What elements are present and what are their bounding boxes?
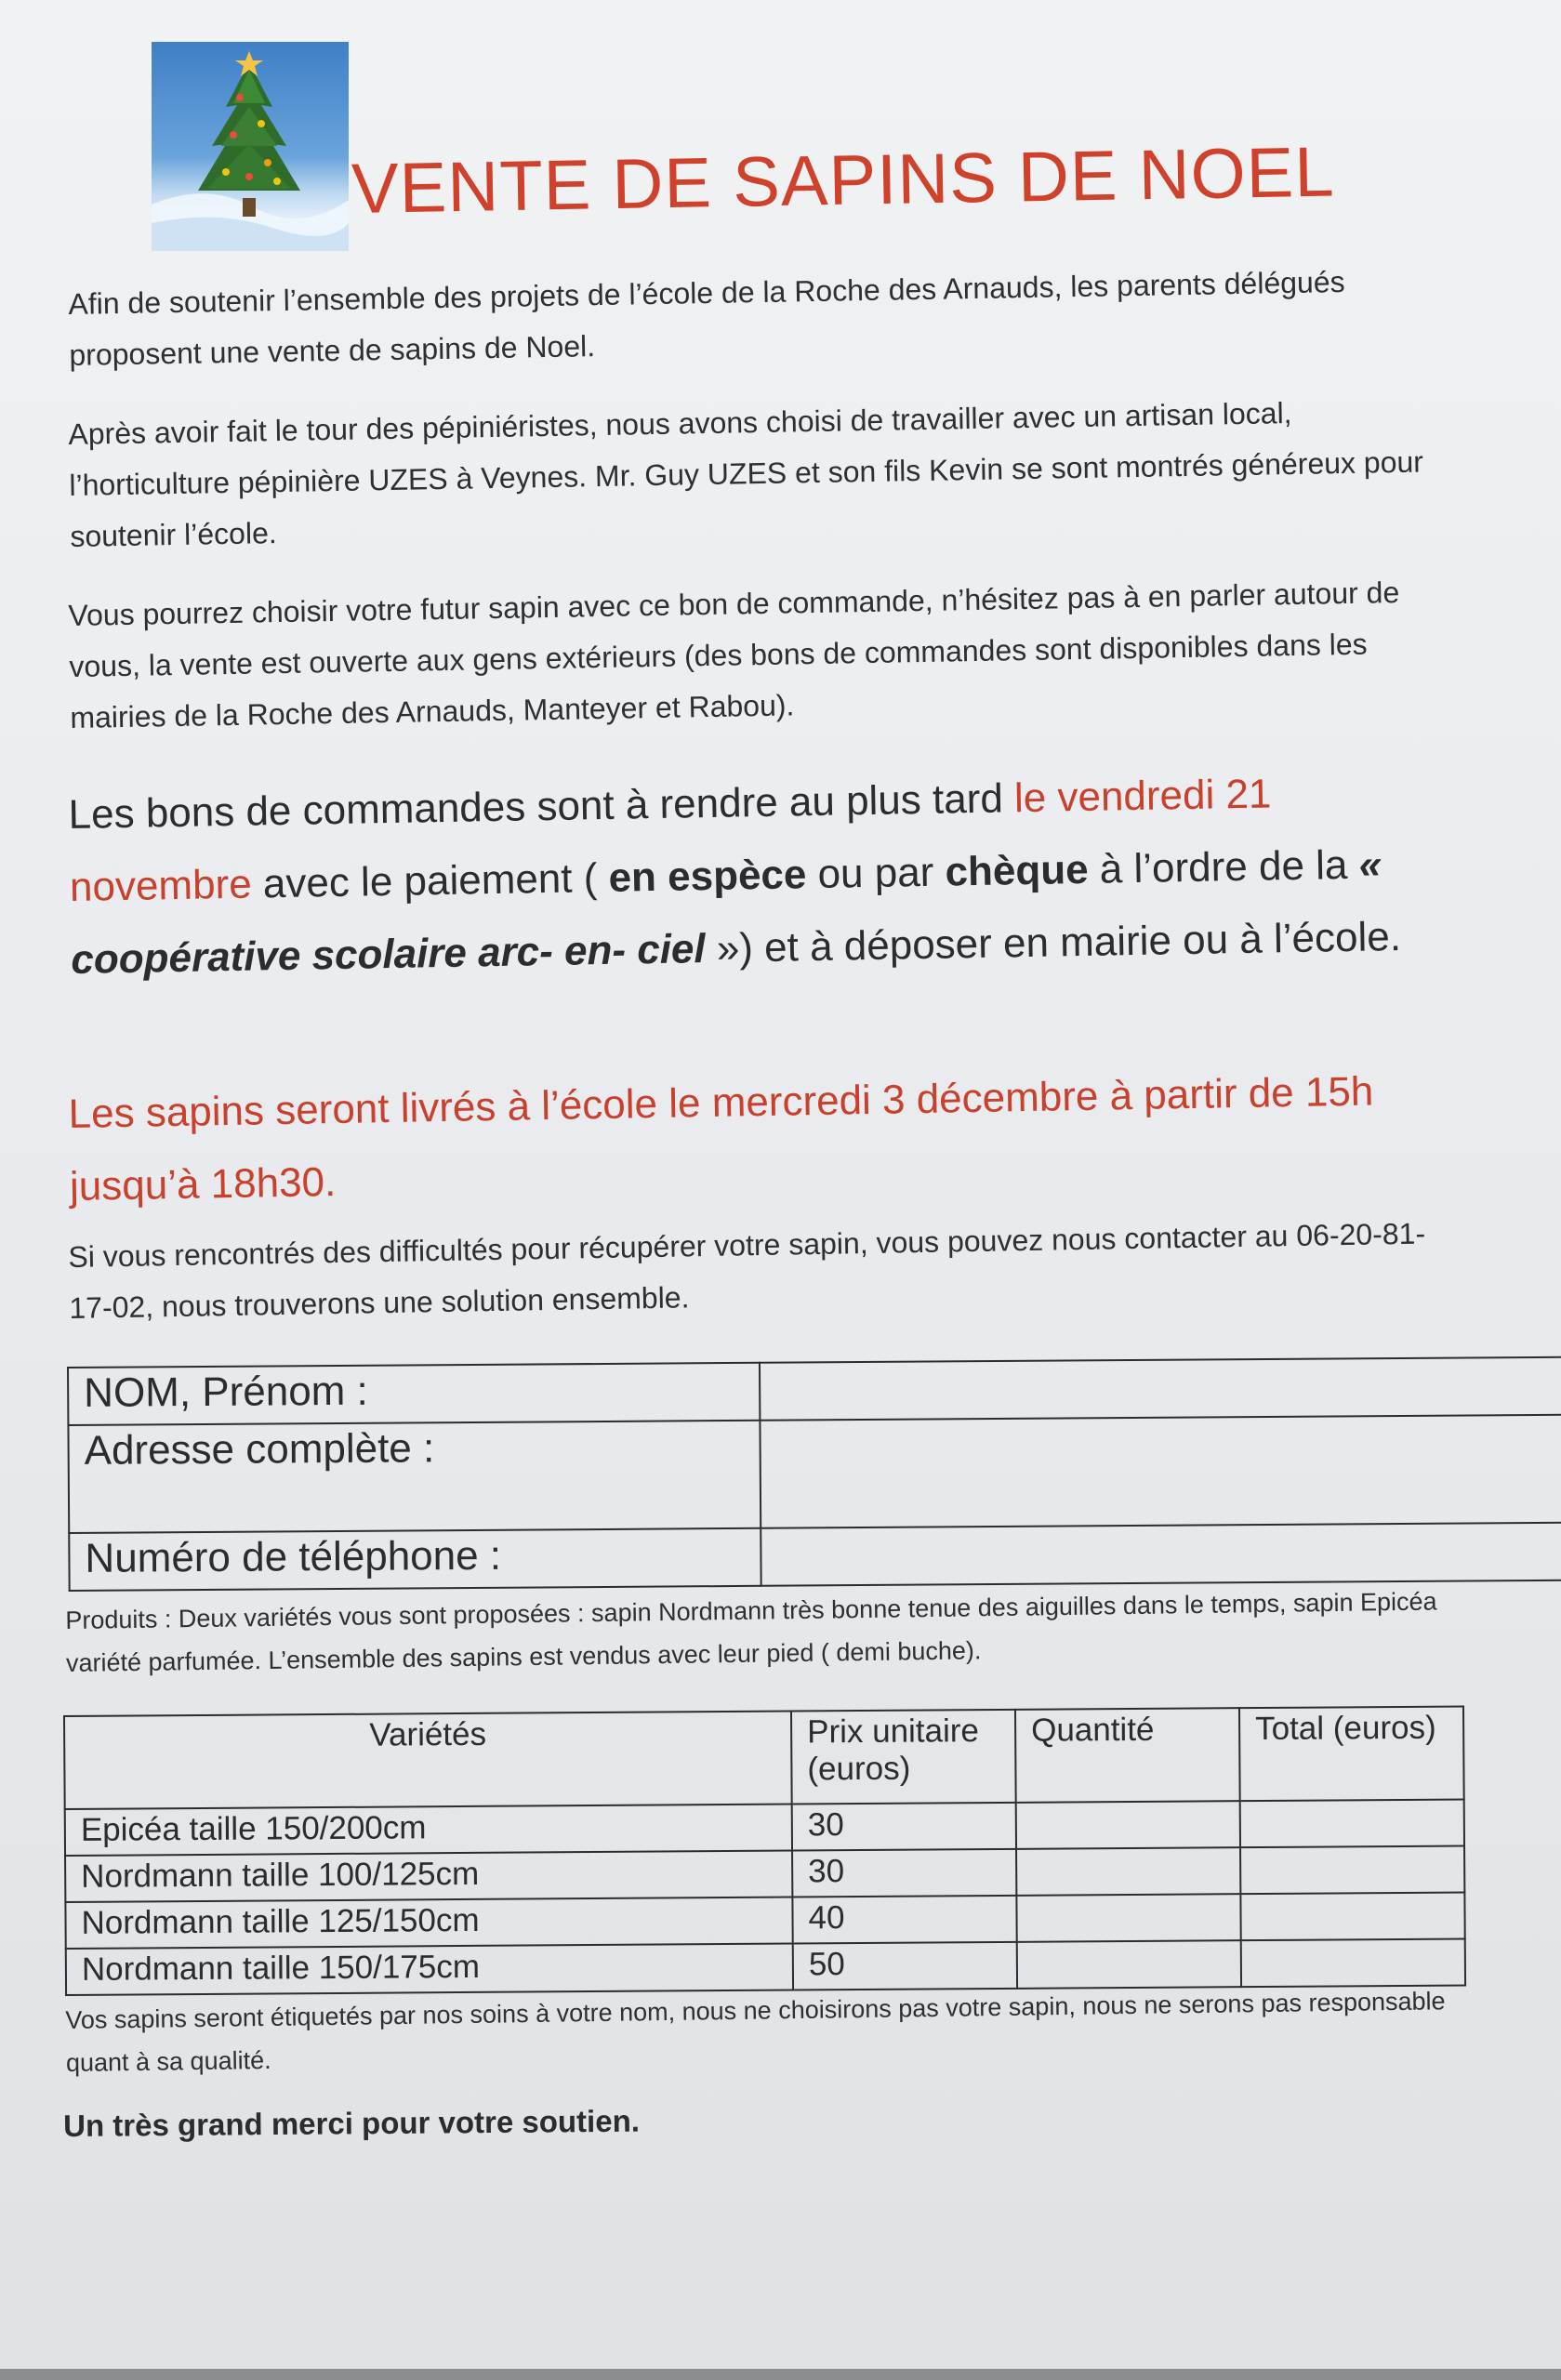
address-field[interactable]	[760, 1415, 1561, 1528]
intro-paragraph-1: Afin de soutenir l’ensemble des projets de l’école de la Roche des Arnauds, les parents délégués proposent une vente de sapins de Noel.	[68, 265, 1345, 372]
deadline-text: Les bons de commandes sont à rendre au plus tard	[68, 775, 1015, 838]
payee-name: « coopérative scolaire arc- en- ciel	[70, 841, 1382, 983]
address-label: Adresse complète :	[68, 1421, 761, 1533]
price-cell: 30	[792, 1849, 1016, 1897]
deadline-text: ») et à déposer en mairie ou à l’école.	[705, 914, 1402, 972]
phone-field[interactable]	[761, 1523, 1561, 1586]
deadline-text: ou par	[805, 849, 946, 898]
page-title: VENTE DE SAPINS DE NOEL	[351, 132, 1336, 229]
column-header: Prix unitaire (euros)	[791, 1710, 1016, 1805]
name-label: NOM, Prénom :	[68, 1363, 760, 1425]
price-cell: 30	[792, 1803, 1016, 1851]
column-header: Total (euros)	[1239, 1706, 1464, 1801]
price-cell: 50	[793, 1942, 1017, 1990]
intro-paragraph-2: Après avoir fait le tour des pépiniéristes, nous avons choisi de travailler avec un artisan local, l’horticulture pépinière UZES à Veynes. Mr. Guy UZES et son fils Kevin se sont montrés généreux pour soutenir l’école.	[68, 396, 1424, 553]
page-edge	[0, 2369, 1561, 2380]
deadline-text: avec le paiement (	[251, 854, 610, 907]
labels-note: Vos sapins seront étiquetés par nos soins à votre nom, nous ne choisirons pas votre sapin, nous ne serons pas responsable quant à sa qualité.	[65, 1987, 1446, 2077]
quantity-cell[interactable]	[1016, 1894, 1240, 1942]
variety-cell: Nordmann taille 125/150cm	[65, 1897, 792, 1949]
name-field[interactable]	[760, 1357, 1561, 1421]
quantity-cell[interactable]	[1017, 1940, 1241, 1989]
table-header-row	[64, 1706, 1464, 1809]
total-cell[interactable]	[1240, 1799, 1464, 1847]
phone-label: Numéro de téléphone :	[69, 1528, 761, 1591]
delivery-notice: Les sapins seront livrés à l’école le mercredi 3 décembre à partir de 15h jusqu’à 18h30.	[68, 1068, 1374, 1210]
thanks-message: Un très grand merci pour votre soutien.	[63, 2103, 641, 2143]
christmas-tree-icon	[152, 42, 349, 251]
payment-cheque: chèque	[945, 846, 1090, 895]
total-cell[interactable]	[1240, 1845, 1464, 1894]
intro-paragraph-3: Vous pourrez choisir votre futur sapin avec ce bon de commande, n’hésitez pas à en parler autour de vous, la vente est ouverte aux gens extérieurs (des bons de commandes sont disponibles dans les mairies de la Roche des Arnauds, Manteyer et Rabou).	[68, 575, 1400, 734]
variety-cell: Nordmann taille 150/175cm	[66, 1944, 793, 1995]
price-cell: 40	[792, 1896, 1016, 1944]
total-cell[interactable]	[1240, 1892, 1464, 1940]
variety-cell: Nordmann taille 100/125cm	[65, 1851, 792, 1902]
deadline-text: à l’ordre de la	[1088, 841, 1360, 892]
column-header: Variétés	[64, 1712, 792, 1809]
variety-cell: Epicéa taille 150/200cm	[65, 1805, 792, 1856]
price-table	[63, 1705, 1466, 1996]
column-header: Quantité	[1015, 1708, 1240, 1803]
deadline-date: le vendredi 21 novembre	[69, 771, 1272, 910]
quantity-cell[interactable]	[1016, 1801, 1240, 1849]
contact-paragraph: Si vous rencontrés des difficultés pour récupérer votre sapin, vous pouvez nous contacter au 06-20-81-17-02, nous trouverons une solution ensemble.	[68, 1216, 1426, 1325]
deadline-paragraph	[68, 755, 1466, 997]
order-form	[67, 1356, 1561, 1592]
payment-cash: en espèce	[608, 852, 807, 901]
products-note: Produits : Deux variétés vous sont proposées : sapin Nordmann très bonne tenue des aiguilles dans le temps, sapin Epicéa variété parfumée. L’ensemble des sapins est vendus avec leur pied ( demi buche).	[65, 1587, 1437, 1677]
quantity-cell[interactable]	[1016, 1847, 1240, 1896]
